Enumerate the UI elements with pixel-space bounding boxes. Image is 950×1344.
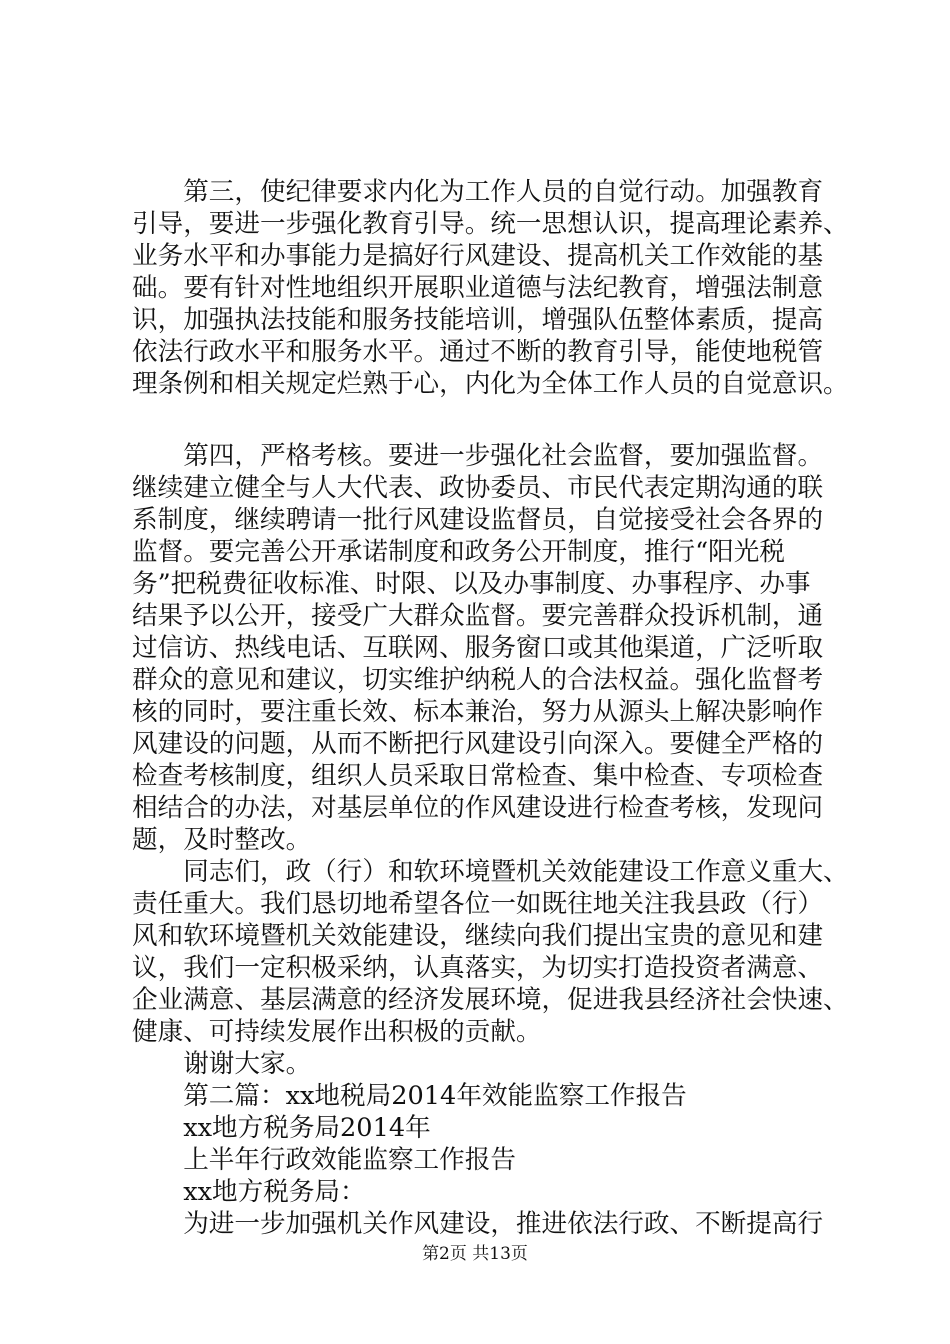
paragraph-3-line-6: 健康、可持续发展作出积极的贡献。 bbox=[132, 1017, 542, 1047]
addressee-line: xx地方税务局： bbox=[132, 1177, 366, 1207]
paragraph-2-line-9: 核的同时，要注重长效、标本兼治，努力从源头上解决影响作 bbox=[132, 697, 824, 727]
paragraph-3-line-3: 风和软环境暨机关效能建设，继续向我们提出宝贵的意见和建 bbox=[132, 921, 824, 951]
paragraph-2-line-10: 风建设的问题，从而不断把行风建设引向深入。要健全严格的 bbox=[132, 729, 824, 759]
paragraph-2-line-8: 群众的意见和建议，切实维护纳税人的合法权益。强化监督考 bbox=[132, 665, 824, 695]
paragraph-2-line-4: 监督。要完善公开承诺制度和政务公开制度，推行“阳光税 bbox=[132, 537, 785, 567]
page-indicator: 第2页 共13页 bbox=[422, 1244, 528, 1264]
paragraph-3-line-5: 企业满意、基层满意的经济发展环境，促进我县经济社会快速、 bbox=[132, 985, 849, 1015]
paragraph-2-line-2: 继续建立健全与人大代表、政协委员、市民代表定期沟通的联 bbox=[132, 473, 824, 503]
paragraph-1-line-1: 第三，使纪律要求内化为工作人员的自觉行动。加强教育 bbox=[132, 177, 824, 207]
paragraph-1-line-2: 引导，要进一步强化教育引导。统一思想认识，提高理论素养、 bbox=[132, 209, 849, 239]
paragraph-2-line-1: 第四，严格考核。要进一步强化社会监督，要加强监督。 bbox=[132, 441, 824, 471]
report-title-line-1: xx地方税务局2014年 bbox=[132, 1113, 431, 1143]
paragraph-2-line-13: 题，及时整改。 bbox=[132, 825, 312, 855]
report-title-line-2: 上半年行政效能监察工作报告 bbox=[132, 1145, 516, 1175]
section-heading: 第二篇：xx地税局2014年效能监察工作报告 bbox=[132, 1081, 687, 1111]
body-start-line: 为进一步加强机关作风建设，推进依法行政、不断提高行 bbox=[132, 1209, 824, 1239]
paragraph-2-line-12: 相结合的办法，对基层单位的作风建设进行检查考核，发现问 bbox=[132, 793, 824, 823]
paragraph-3-line-4: 议，我们一定积极采纳，认真落实，为切实打造投资者满意、 bbox=[132, 953, 824, 983]
paragraph-1-line-6: 依法行政水平和服务水平。通过不断的教育引导，能使地税管 bbox=[132, 337, 824, 367]
paragraph-3-line-2: 责任重大。我们恳切地希望各位一如既往地关注我县政（行） bbox=[132, 889, 824, 919]
paragraph-1-line-4: 础。要有针对性地组织开展职业道德与法纪教育，增强法制意 bbox=[132, 273, 824, 303]
closing-line: 谢谢大家。 bbox=[132, 1049, 312, 1079]
paragraph-1-line-7: 理条例和相关规定烂熟于心，内化为全体工作人员的自觉意识。 bbox=[132, 369, 849, 399]
paragraph-1-line-5: 识，加强执法技能和服务技能培训，增强队伍整体素质，提高 bbox=[132, 305, 824, 335]
paragraph-2-line-5: 务”把税费征收标准、时限、以及办事制度、办事程序、办事 bbox=[132, 569, 811, 599]
paragraph-3-line-1: 同志们，政（行）和软环境暨机关效能建设工作意义重大、 bbox=[132, 857, 849, 887]
paragraph-2-line-7: 过信访、热线电话、互联网、服务窗口或其他渠道，广泛听取 bbox=[132, 633, 824, 663]
paragraph-1-line-3: 业务水平和办事能力是搞好行风建设、提高机关工作效能的基 bbox=[132, 241, 824, 271]
paragraph-2-line-6: 结果予以公开，接受广大群众监督。要完善群众投诉机制，通 bbox=[132, 601, 824, 631]
paragraph-2-line-11: 检查考核制度，组织人员采取日常检查、集中检查、专项检查 bbox=[132, 761, 824, 791]
paragraph-2-line-3: 系制度，继续聘请一批行风建设监督员，自觉接受社会各界的 bbox=[132, 505, 824, 535]
